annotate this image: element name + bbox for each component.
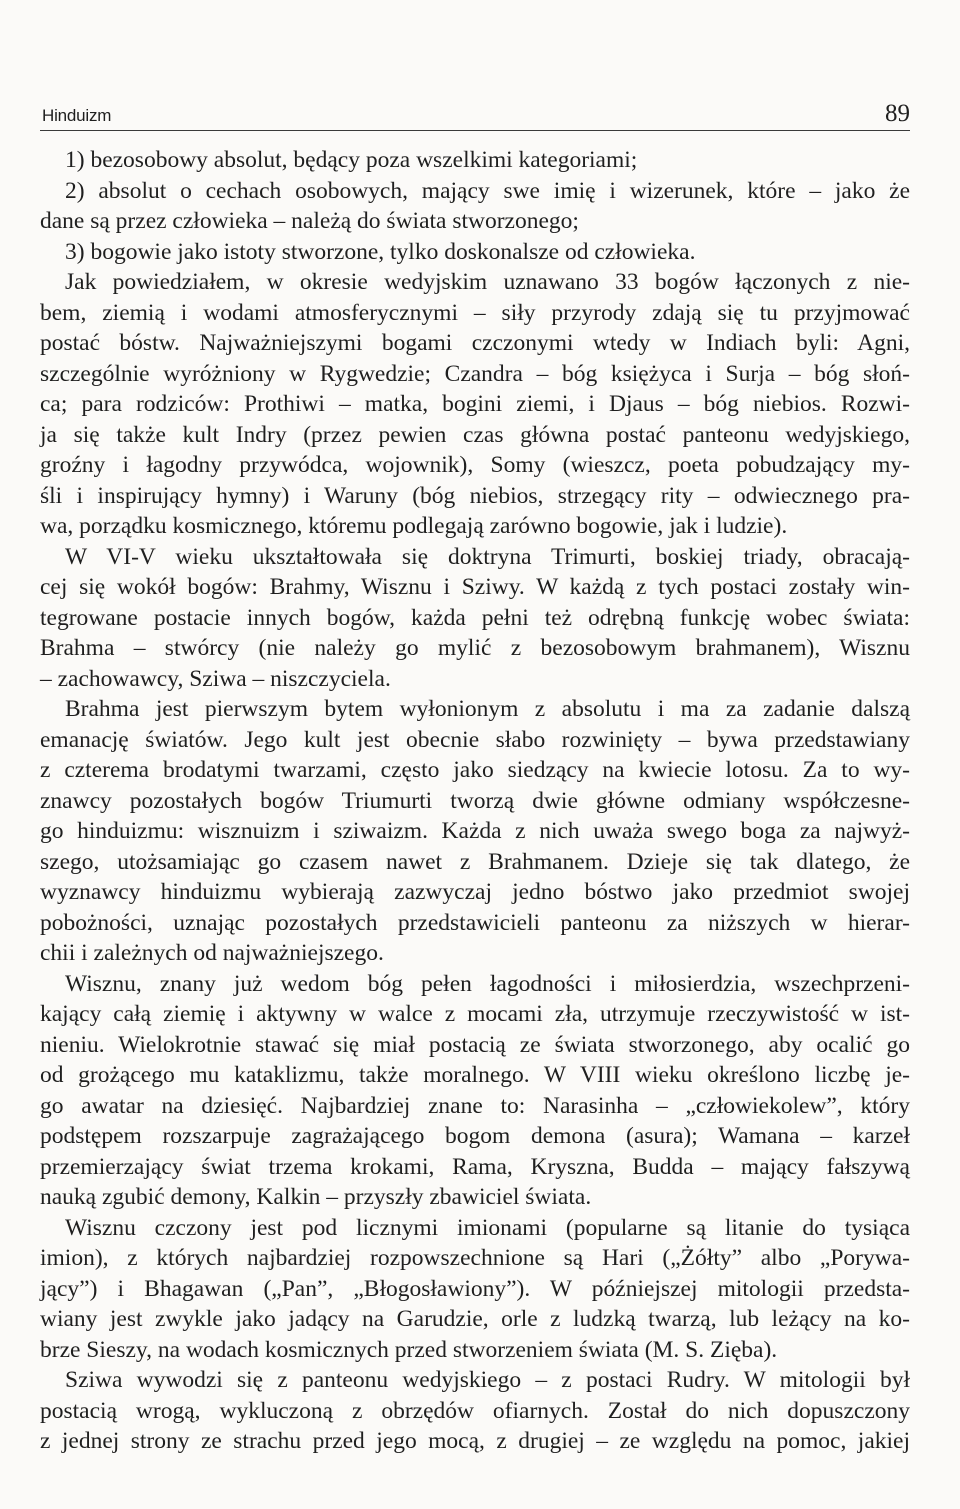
text-line: ja się także kult Indry (przez pewien czas główna postać panteonu wedyjskiego,: [40, 421, 910, 448]
text-line: szego, utożsamiając go czasem nawet z Brahmanem. Dzieje się tak dlatego, że: [40, 848, 910, 875]
body-text: [40, 145, 910, 1457]
text-line: 2) absolut o cechach osobowych, mający swe imię i wizerunek, które – jako że: [65, 177, 910, 204]
text-line: z czterema brodatymi twarzami, często jako siedzący na kwiecie lotosu. Za to wy-: [40, 757, 910, 783]
text-line: emanację światów. Jego kult jest obecnie słabo rozwinięty – bywa przedstawiany: [40, 726, 910, 753]
text-line: nieniu. Wielokrotnie stawać się miał postacią ze świata stworzonego, aby ocalić go: [40, 1031, 910, 1058]
text-line: groźny i łagodny przywódca, wojownik), Somy (wieszcz, poeta pobudzający my-: [40, 452, 910, 478]
text-line: kający całą ziemię i aktywny w walce z mocami zła, utrzymuje rzeczywistość w ist-: [40, 1001, 910, 1027]
running-head: Hinduizm: [42, 106, 112, 125]
text-line: imion), z których najbardziej rozpowszechnione są Hari („Żółty” albo „Porywa-: [40, 1245, 910, 1271]
text-line: Wisznu, znany już wedom bóg pełen łagodności i miłosierdzia, wszechprzeni-: [65, 970, 910, 997]
text-line: wyznawcy hinduizmu wybierają zazwyczaj jedno bóstwo jako przedmiot swojej: [40, 879, 910, 905]
text-line: Sziwa wywodzi się z panteonu wedyjskiego – z postaci Rudry. W mitologii był: [65, 1367, 910, 1393]
page-header: [40, 100, 910, 131]
text-line: cej się wokół bogów: Brahmy, Wisznu i Sziwy. W każdą z tych postaci zostały win-: [40, 574, 910, 600]
book-page: [40, 0, 910, 1509]
text-line: od grożącego mu kataklizmu, także moralnego. W VIII wieku określono liczbę je-: [40, 1062, 910, 1088]
text-line: postać bóstw. Najważniejszymi bogami czczonymi wtedy w Indiach byli: Agni,: [40, 330, 910, 356]
text-line: znawcy pozostałych bogów Triumurti tworzą dwie główne odmiany współczesne-: [40, 787, 910, 814]
text-line: z jednej strony ze strachu przed jego mocą, z drugiej – ze względu na pomoc, jakiej: [40, 1428, 910, 1454]
text-line: bem, ziemią i wodami atmosferycznymi – siły przyrody zdają się tu przyjmować: [40, 299, 910, 326]
text-line: Brahma jest pierwszym bytem wyłonionym z absolutu i ma za zadanie dalszą: [65, 696, 910, 722]
text-line: przemierzający świat trzema krokami, Rama, Kryszna, Budda – mający fałszywą: [40, 1153, 910, 1180]
text-line: 1) bezosobowy absolut, będący poza wszelkimi kategoriami;: [65, 147, 638, 173]
text-line: chii i zależnych od najważniejszego.: [40, 940, 384, 966]
text-line: go awatar na dziesięć. Najbardziej znane to: Narasinha – „człowiekolew”, który: [40, 1092, 910, 1119]
text-line: Brahma – stwórcy (nie należy go mylić z bezosobowym brahmanem), Wisznu: [40, 635, 910, 661]
text-line: ca; para rodziców: Prothiwi – matka, bogini ziemi, i Djaus – bóg niebios. Rozwi-: [40, 391, 910, 417]
text-line: pobożności, uznając pozostałych przedstawicieli panteonu za niższych w hierar-: [40, 909, 910, 936]
text-line: wa, porządku kosmicznego, któremu podlegają zarówno bogowie, jak i ludzie).: [40, 513, 788, 539]
text-line: podstępem rozszarpuje zagrażającego bogom demona (asura); Wamana – karzeł: [40, 1123, 910, 1149]
text-line: – zachowawcy, Sziwa – niszczyciela.: [40, 665, 391, 692]
text-line: Jak powiedziałem, w okresie wedyjskim uznawano 33 bogów łączonych z nie-: [65, 269, 910, 295]
text-line: 3) bogowie jako istoty stworzone, tylko doskonalsze od człowieka.: [65, 238, 696, 265]
text-line: śli i inspirujący hymny) i Waruny (bóg niebios, strzegący rity – odwiecznego pra-: [40, 482, 910, 509]
text-line: wiany jest zwykle jako jadący na Garudzie, orle z ludzką twarzą, lub leżący na ko-: [40, 1306, 910, 1332]
text-line: jący”) i Bhagawan („Pan”, „Błogosławiony”). W późniejszej mitologii przedsta-: [40, 1275, 910, 1302]
text-line: tegrowane postacie innych bogów, każda pełni też odrębną funkcję wobec świata:: [40, 604, 910, 631]
text-line: Wisznu czczony jest pod licznymi imionami (popularne są litanie do tysiąca: [65, 1214, 910, 1241]
text-line: W VI-V wieku ukształtowała się doktryna Trimurti, boskiej triady, obracają-: [65, 543, 910, 570]
text-line: szczególnie wyróżniony w Rygwedzie; Czandra – bóg księżyca i Surja – bóg słoń-: [40, 360, 910, 387]
page-number: 89: [885, 100, 910, 127]
text-line: go hinduizmu: wisznuizm i sziwaizm. Każda z nich uważa swego boga za najwyż-: [40, 818, 910, 844]
text-line: nauką zgubić demony, Kalkin – przyszły zbawiciel świata.: [40, 1184, 592, 1210]
text-line: dane są przez człowieka – należą do świata stworzonego;: [40, 208, 579, 234]
text-line: postacią wrogą, wykluczoną z obrzędów ofiarnych. Został do nich dopuszczony: [40, 1397, 910, 1424]
text-line: brze Sieszy, na wodach kosmicznych przed stworzeniem świata (M. S. Zięba).: [40, 1336, 778, 1363]
